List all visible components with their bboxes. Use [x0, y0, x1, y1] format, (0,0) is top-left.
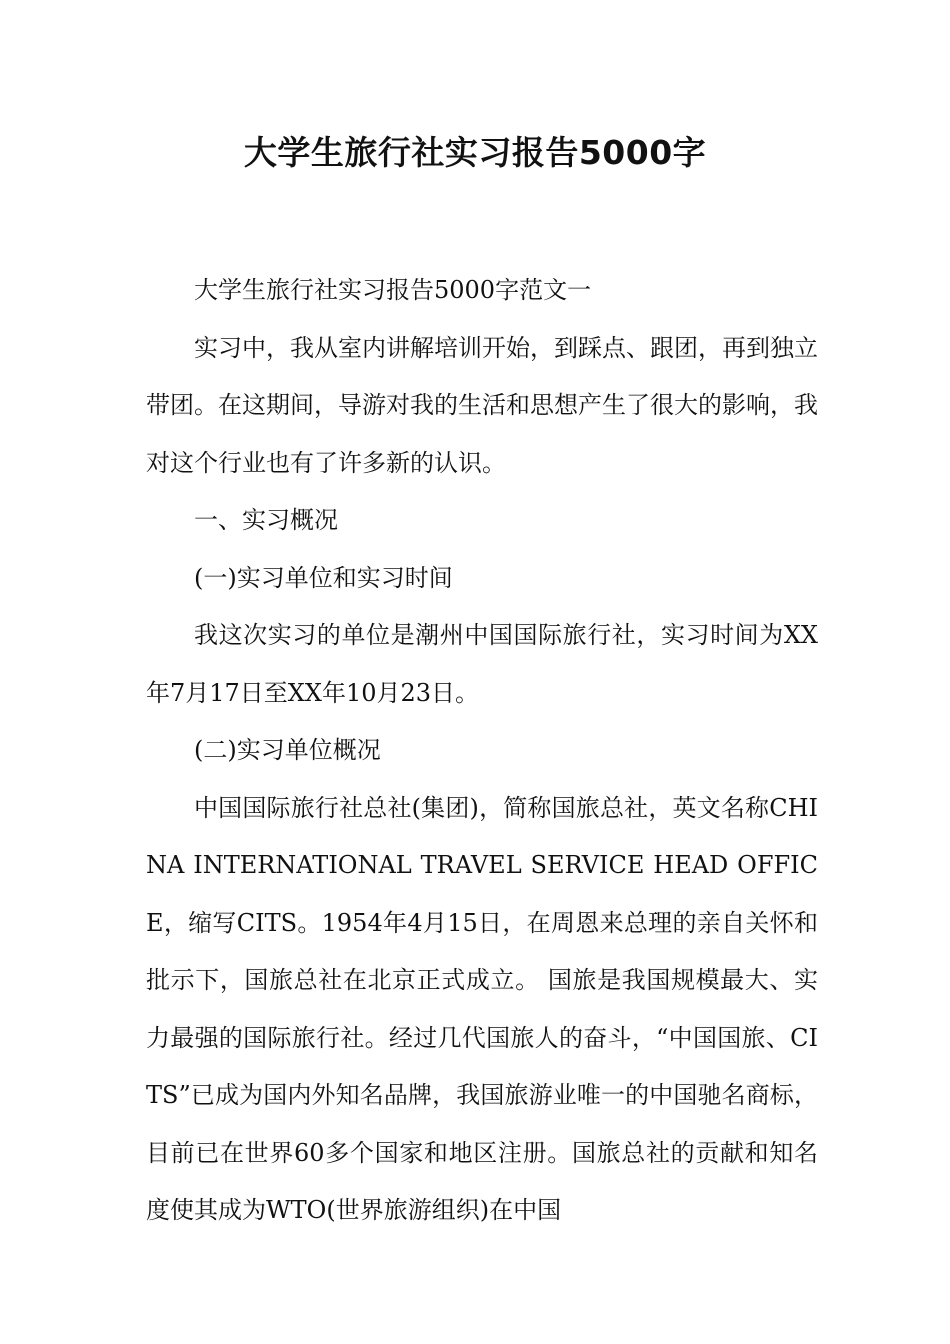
- paragraph-subtitle: 大学生旅行社实习报告5000字范文一: [194, 276, 592, 304]
- paragraph-unit-and-time: 我这次实习的单位是潮州中国国际旅行社，实习时间为XX年7月17日至XX年10月23日。: [146, 621, 818, 707]
- document-title: 大学生旅行社实习报告5000字: [243, 133, 707, 172]
- paragraph-intro: 实习中，我从室内讲解培训开始，到踩点、跟团，再到独立带团。在这期间，导游对我的生活和思想产生了很大的影响，我对这个行业也有了许多新的认识。: [146, 333, 818, 477]
- heading-overview: 一、实习概况: [194, 506, 338, 534]
- subheading-unit-overview: (二)实习单位概况: [194, 736, 381, 764]
- subheading-unit-and-time: (一)实习单位和实习时间: [194, 563, 453, 592]
- document-body: [146, 262, 818, 1240]
- paragraph-unit-overview: 中国国际旅行社总社(集团)，简称国旅总社，英文名称CHINA INTERNATIONAL TRAVEL SERVICE HEAD OFFICE，缩写CITS。1954年4月15日，在周恩来总理的亲自关怀和批示下，国旅总社在北京正式成立。 国旅是我国规模最大、实力最强的国际旅行社。经过几代国旅人的奋斗，“中国国旅、CITS”已成为国内外知名品牌，我国旅游业唯一的中国驰名商标，目前已在世界60多个国家和地区注册。国旅总社的贡献和知名度使其成为WTO(世界旅游组织)在中国: [146, 793, 818, 1224]
